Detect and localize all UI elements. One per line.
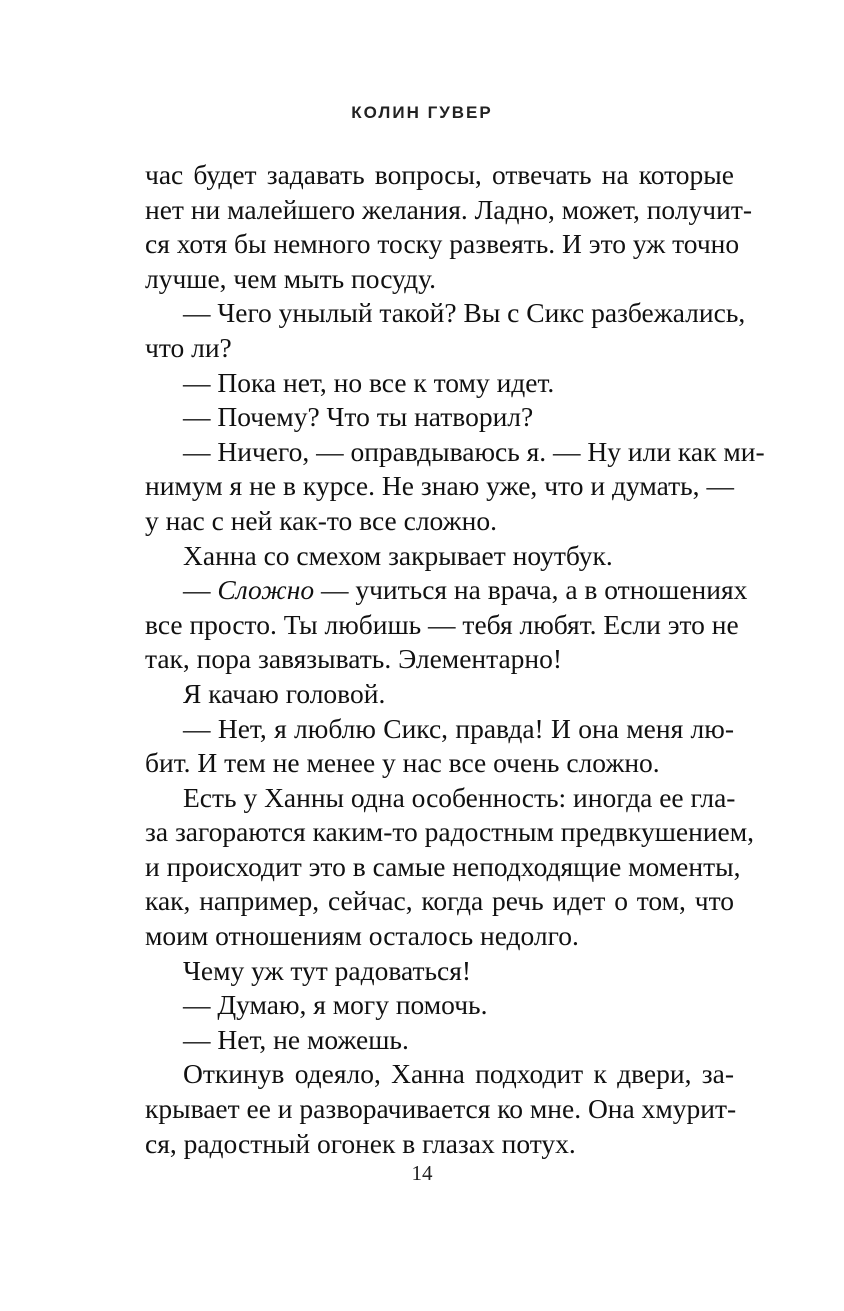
running-head-author: КОЛИН ГУВЕР <box>351 103 493 122</box>
text-line: за загораются каким-то радостным предвкушением, <box>145 816 755 848</box>
text-line: Ханна со смехом закрывает ноутбук. <box>183 539 613 571</box>
text-line: — Нет, я люблю Сикс, правда! И она меня лю- <box>183 712 734 744</box>
text-line: бит. И тем не менее у нас все очень сложно. <box>145 747 660 779</box>
text-line: как, например, сейчас, когда речь идет о том, что <box>145 885 734 917</box>
text-line: Чему уж тут радоваться! <box>183 954 472 986</box>
text-line: моим отношениям осталось недолго. <box>145 920 579 952</box>
text-line: ся хотя бы немного тоску развеять. И это уж точно <box>145 228 740 260</box>
text-line: лучше, чем мыть посуду. <box>145 262 436 294</box>
text-line: все просто. Ты любишь — тебя любят. Если это не <box>145 608 739 640</box>
text-line: нимум я не в курсе. Не знаю уже, что и думать, — <box>145 470 734 502</box>
text-segment: — учиться на врача, а в отношениях <box>314 574 748 606</box>
text-line: — Думаю, я могу помочь. <box>183 989 488 1021</box>
body-text <box>145 158 765 1161</box>
text-line: Откинув одеяло, Ханна подходит к двери, за- <box>183 1058 734 1090</box>
text-line: — Пока нет, но все к тому идет. <box>183 366 555 398</box>
text-line: — Ничего, — оправдываюсь я. — Ну или как ми- <box>183 435 765 467</box>
text-line: нет ни малейшего желания. Ладно, может, получит- <box>145 193 753 225</box>
text-line: так, пора завязывать. Элементарно! <box>145 643 563 675</box>
italic-word: Сложно <box>217 574 315 606</box>
text-line-with-italic <box>145 573 748 608</box>
page-number: 14 <box>411 1161 433 1185</box>
text-line: час будет задавать вопросы, отвечать на которые <box>145 159 734 190</box>
text-line: что ли? <box>145 331 232 363</box>
text-line: Есть у Ханны одна особенность: иногда ее гла- <box>183 781 736 813</box>
text-line: крывает ее и разворачивается ко мне. Она хмурит- <box>145 1093 737 1125</box>
text-line: ся, радостный огонек в глазах потух. <box>145 1127 576 1159</box>
text-line: и происходит это в самые неподходящие моменты, <box>145 850 741 882</box>
text-line: — Нет, не можешь. <box>183 1023 409 1055</box>
text-line: Я качаю головой. <box>183 677 386 709</box>
text-line: — Почему? Что ты натворил? <box>183 401 534 433</box>
text-line: у нас с ней как-то все сложно. <box>145 504 497 536</box>
text-segment: — <box>183 574 218 606</box>
text-line: — Чего унылый такой? Вы с Сикс разбежались, <box>183 297 746 329</box>
